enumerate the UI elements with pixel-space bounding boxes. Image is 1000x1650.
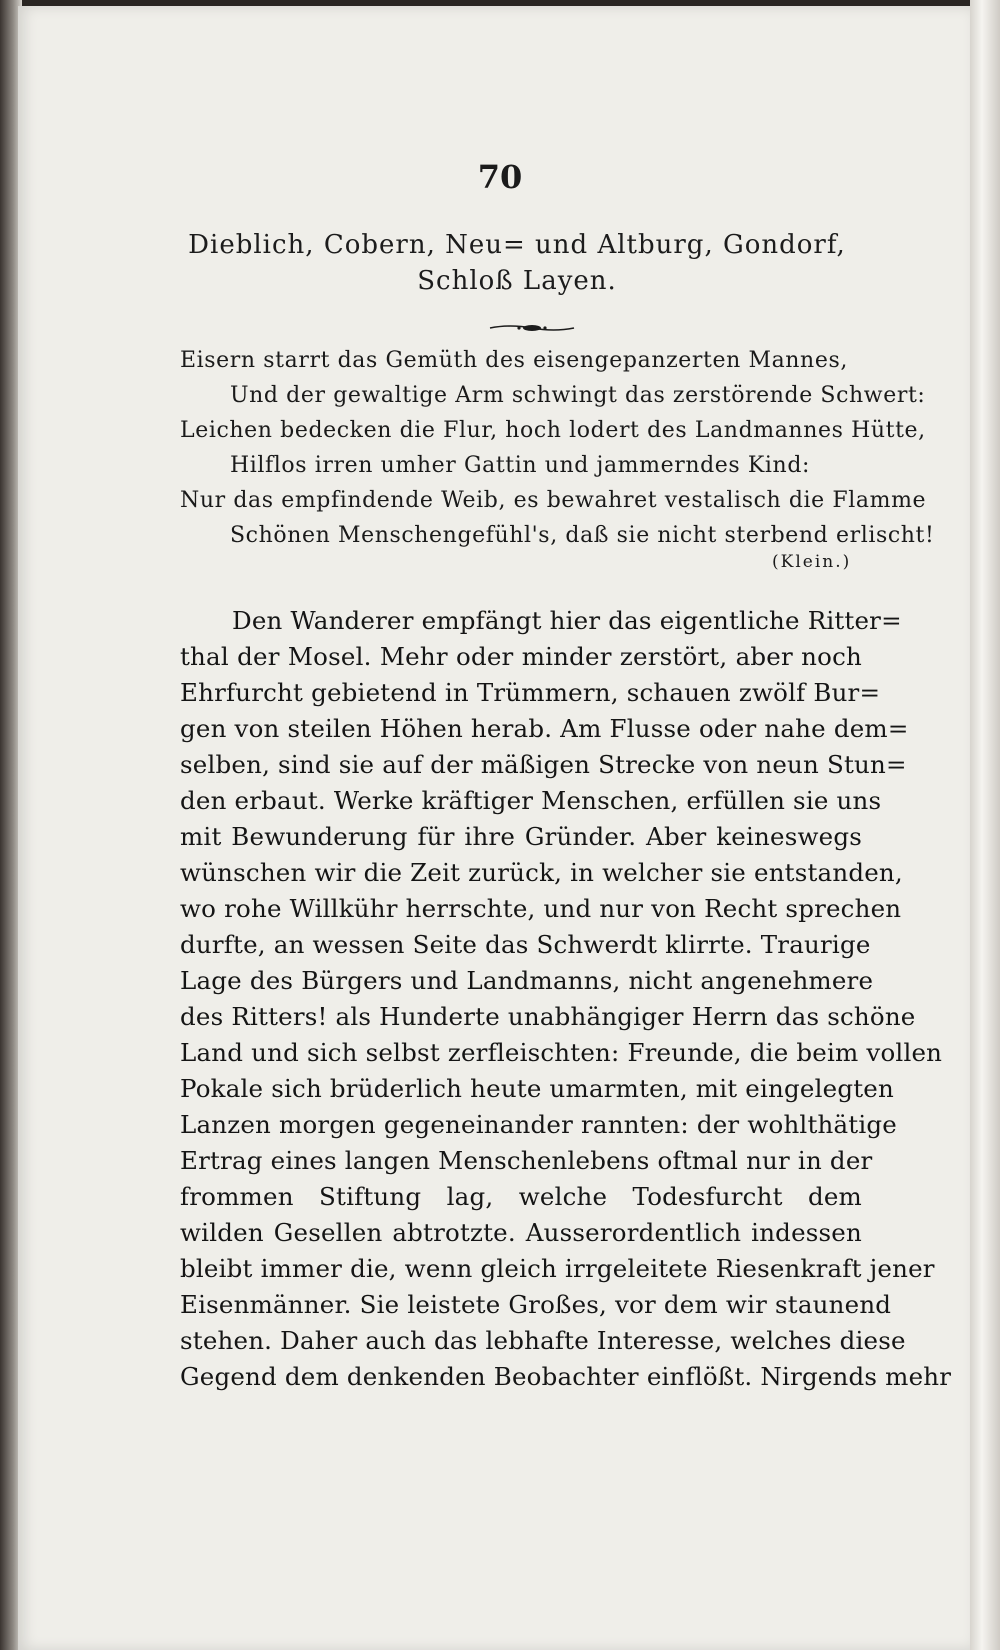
poem-line: Nur das empfindende Weib, es bewahret vestalisch die Flamme <box>180 488 927 513</box>
text-line: des Ritters! als Hunderte unabhängiger Herrn das schöne <box>180 1002 916 1031</box>
text-line: Ertrag eines langen Menschenlebens oftmal nur in der <box>180 1146 873 1175</box>
text-line: Den Wanderer empfängt hier das eigentliche Ritter= <box>232 606 902 635</box>
text-line: wo rohe Willkühr herrschte, und nur von Recht sprechen <box>180 894 902 923</box>
text-line: Eisenmänner. Sie leistete Großes, vor dem wir staunend <box>180 1290 892 1319</box>
ornament-divider-icon <box>488 322 576 334</box>
text-line: Ehrfurcht gebietend in Trümmern, schauen zwölf Bur= <box>180 678 881 707</box>
text-line: wünschen wir die Zeit zurück, in welcher sie entstanden, <box>180 858 903 887</box>
poem-line: Und der gewaltige Arm schwingt das zerstörende Schwert: <box>230 383 926 408</box>
text-line: durfte, an wessen Seite das Schwerdt klirrte. Traurige <box>180 930 871 959</box>
text-line: thal der Mosel. Mehr oder minder zerstört, aber noch <box>180 642 862 671</box>
text-line: mit Bewunderung für ihre Gründer. Aber keineswegs <box>180 822 862 851</box>
poem-line: Leichen bedecken die Flur, hoch lodert des Landmannes Hütte, <box>180 418 926 443</box>
section-heading-line-1: Dieblich, Cobern, Neu= und Altburg, Gondorf, <box>188 230 846 260</box>
poem-line: Schönen Menschengefühl's, daß sie nicht sterbend erlischt! <box>230 523 935 548</box>
text-line: Gegend dem denkenden Beobachter einflößt. Nirgends mehr <box>180 1362 952 1391</box>
text-line: Lanzen morgen gegeneinander rannten: der wohlthätige <box>180 1110 897 1139</box>
page-number: 70 <box>477 158 523 196</box>
text-line: Pokale sich brüderlich heute umarmten, mit eingelegten <box>180 1074 894 1103</box>
text-line: frommen Stiftung lag, welche Todesfurcht dem <box>180 1182 862 1211</box>
poem-line: Hilflos irren umher Gattin und jammerndes Kind: <box>230 453 811 478</box>
text-line: Lage des Bürgers und Landmanns, nicht angenehmere <box>180 966 874 995</box>
text-line: Land und sich selbst zerfleischten: Freunde, die beim vollen <box>180 1038 943 1067</box>
text-line: stehen. Daher auch das lebhafte Interesse, welches diese <box>180 1326 906 1355</box>
text-line: bleibt immer die, wenn gleich irrgeleitete Riesenkraft jener <box>180 1254 935 1283</box>
text-line: selben, sind sie auf der mäßigen Strecke von neun Stun= <box>180 750 907 779</box>
text-line: den erbaut. Werke kräftiger Menschen, erfüllen sie uns <box>180 786 882 815</box>
page-edge <box>970 0 1000 1650</box>
poem-line: Eisern starrt das Gemüth des eisengepanzerten Mannes, <box>180 348 848 373</box>
poem-attribution: (Klein.) <box>772 552 852 572</box>
section-heading-line-2: Schloß Layen. <box>417 266 617 296</box>
text-line: wilden Gesellen abtrotzte. Ausserordentlich indessen <box>180 1218 862 1247</box>
text-line: gen von steilen Höhen herab. Am Flusse oder nahe dem= <box>180 714 909 743</box>
